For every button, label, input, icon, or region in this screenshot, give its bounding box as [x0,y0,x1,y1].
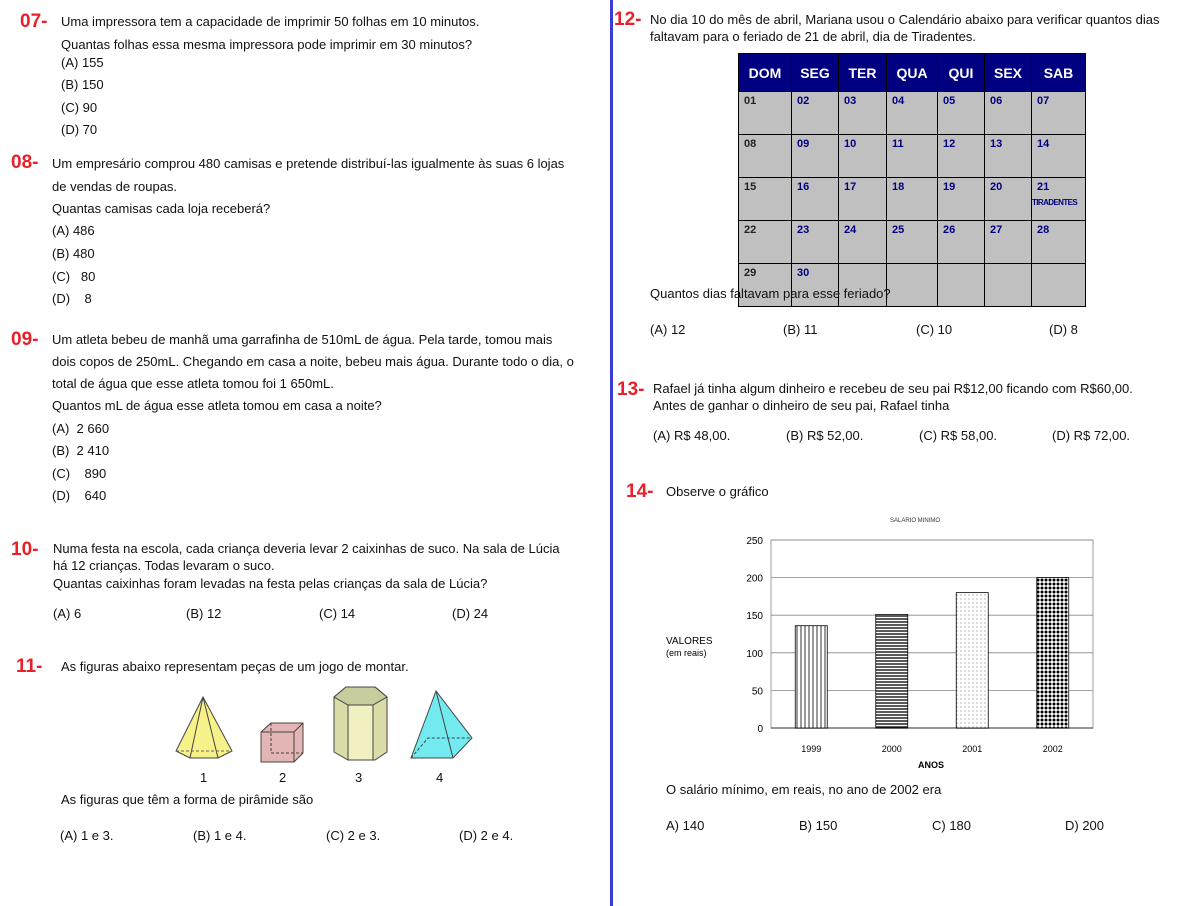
day-number: 30 [797,267,810,279]
day-number: 15 [744,181,757,193]
day-number: 18 [892,181,905,193]
calendar-week-row [739,92,1086,135]
question-text: Um atleta bebeu de manhã uma garrafinha de 510mL de água. Pela tarde, tomou mais [52,332,553,347]
option: (A) 155 [61,55,104,70]
day-number: 03 [844,95,857,107]
calendar-weekday-header: SEX [985,54,1032,92]
calendar-day-cell [985,92,1032,135]
question-text: Quantas caixinhas foram levadas na festa pelas crianças da sala de Lúcia? [53,576,488,591]
y-axis-label-units: (em reais) [666,648,707,658]
question-text: Antes de ganhar o dinheiro de seu pai, Rafael tinha [653,398,950,413]
day-number: 23 [797,224,810,236]
option: (B) 12 [186,606,222,621]
question-text: As figuras que têm a forma de pirâmide são [61,792,314,807]
calendar-day-cell [938,264,985,307]
day-number: 28 [1037,224,1050,236]
calendar-day-cell [739,221,792,264]
april-calendar [738,53,1086,307]
option: (A) 6 [53,606,82,621]
question-text: dois copos de 250mL. Chegando em casa a noite, bebeu mais água. Durante todo o dia, o [52,354,574,369]
calendar-weekday-header: TER [839,54,887,92]
calendar-day-cell [985,135,1032,178]
option: (C) 10 [916,322,953,337]
option: (A) 486 [52,223,95,238]
question-number: 13- [617,379,645,400]
calendar-day-cell [887,92,938,135]
figure-label: 1 [200,770,208,785]
calendar-day-cell [792,135,839,178]
figure-label: 3 [355,770,363,785]
day-number: 10 [844,138,857,150]
calendar-day-cell [1032,178,1086,221]
question-number: 10- [11,539,39,560]
option: (C) 80 [52,269,96,284]
x-tick-label: 2001 [962,744,983,754]
question-text: faltavam para o feriado de 21 de abril, dia de Tiradentes. [650,29,976,44]
x-axis-label: ANOS [917,760,945,770]
chart-title: SALARIO MINIMO [889,518,941,524]
option: A) 140 [666,818,705,833]
question-text: Quantas camisas cada loja receberá? [52,201,271,216]
calendar-week-row [739,135,1086,178]
option: (B) 11 [783,322,818,337]
question-text: Quantos mL de água esse atleta tomou em casa a noite? [52,398,382,413]
question-text: O salário mínimo, em reais, no ano de 2002 era [666,782,942,797]
calendar-day-cell [1032,264,1086,307]
figure-label: 4 [436,770,444,785]
figure-label: 2 [279,770,287,785]
cube-figure [261,723,303,762]
calendar-week-row [739,178,1086,221]
calendar-day-cell [938,92,985,135]
option: (A) 12 [650,322,686,337]
day-number: 08 [744,138,757,150]
hexagonal-pyramid-figure [176,697,232,758]
calendar-day-cell [839,178,887,221]
calendar-day-cell [985,178,1032,221]
calendar-day-cell [839,92,887,135]
calendar-weekday-header: DOM [739,54,792,92]
calendar-day-cell [1032,221,1086,264]
holiday-label: TIRADENTES [1032,198,1078,207]
y-tick-label: 200 [746,573,763,585]
option: (B) R$ 52,00. [786,428,864,443]
question-text: Um empresário comprou 480 camisas e pretende distribuí-las igualmente às suas 6 lojas [52,156,565,171]
calendar-day-cell [739,178,792,221]
calendar-day-cell [1032,92,1086,135]
calendar-day-cell [938,135,985,178]
day-number: 04 [892,95,905,107]
day-number: 13 [990,138,1003,150]
calendar-day-cell [1032,135,1086,178]
calendar-day-cell [839,135,887,178]
calendar-day-cell [792,178,839,221]
geometric-figures [160,680,490,770]
day-number: 01 [744,95,757,107]
day-number: 26 [943,224,956,236]
question-text: Uma impressora tem a capacidade de imprimir 50 folhas em 10 minutos. [61,14,480,29]
question-number: 11- [16,656,43,677]
option: B) 150 [799,818,838,833]
option: C) 180 [932,818,972,833]
question-number: 14- [626,481,654,502]
day-number: 12 [943,138,956,150]
salary-bar-chart [660,510,1100,780]
day-number: 20 [990,181,1003,193]
calendar-day-cell [938,178,985,221]
column-divider [610,0,613,906]
option: (D) 640 [52,488,107,503]
option: D) 200 [1065,818,1105,833]
question-number: 08- [11,152,39,173]
bar-2002 [1037,578,1069,728]
option: (D) R$ 72,00. [1052,428,1131,443]
question-text: Quantas folhas essa mesma impressora pode imprimir em 30 minutos? [61,37,473,52]
calendar-day-cell [887,135,938,178]
calendar-weekday-header: SEG [792,54,839,92]
option: (B) 480 [52,246,95,261]
question-number: 12- [614,9,642,30]
question-number: 09- [11,329,39,350]
bar-2001 [956,593,988,728]
calendar-day-cell [887,178,938,221]
calendar-day-cell [839,221,887,264]
calendar-day-cell [938,221,985,264]
option: (B) 1 e 4. [193,828,247,843]
calendar-day-cell [739,92,792,135]
option: (D) 2 e 4. [459,828,514,843]
day-number: 27 [990,224,1003,236]
calendar-weekday-header: SAB [1032,54,1086,92]
day-number: 19 [943,181,956,193]
day-number: 05 [943,95,956,107]
y-tick-label: 0 [757,724,763,735]
option: (C) 90 [61,100,98,115]
question-text: há 12 crianças. Todas levaram o suco. [53,558,275,573]
option: (A) 1 e 3. [60,828,114,843]
day-number: 02 [797,95,810,107]
option: (D) 70 [61,122,98,137]
question-text: de vendas de roupas. [52,179,178,194]
question-number: 07- [20,11,48,32]
y-tick-label: 250 [746,536,763,547]
question-text: Observe o gráfico [666,484,769,499]
question-text: Quantos dias faltavam para esse feriado? [650,286,891,301]
calendar-day-cell [985,264,1032,307]
bar-1999 [795,626,827,728]
option: (D) 8 [52,291,92,306]
calendar-header-row [739,54,1086,92]
calendar-week-row [739,221,1086,264]
question-text: As figuras abaixo representam peças de um jogo de montar. [61,659,409,674]
option: (C) 14 [319,606,356,621]
bar-2000 [876,614,908,728]
option: (A) R$ 48,00. [653,428,731,443]
calendar-weekday-header: QUA [887,54,938,92]
option: (A) 2 660 [52,421,110,436]
calendar-day-cell [985,221,1032,264]
day-number: 16 [797,181,810,193]
y-tick-label: 100 [746,648,763,660]
day-number: 06 [990,95,1003,107]
y-tick-label: 50 [751,686,763,698]
x-tick-label: 1999 [801,744,822,754]
option: (D) 24 [452,606,489,621]
calendar-day-cell [739,135,792,178]
option: (C) 2 e 3. [326,828,381,843]
day-number: 09 [797,138,810,150]
question-text: Rafael já tinha algum dinheiro e recebeu de seu pai R$12,00 ficando com R$60,00. [653,381,1133,396]
x-tick-label: 2002 [1042,744,1063,754]
calendar-day-cell [887,264,938,307]
calendar-day-cell [792,92,839,135]
question-text: No dia 10 do mês de abril, Mariana usou o Calendário abaixo para verificar quantos dias [650,12,1160,27]
calendar-day-cell [887,221,938,264]
y-axis-label: VALORES [666,636,713,647]
question-text: Numa festa na escola, cada criança deveria levar 2 caixinhas de suco. Na sala de Lúcia [53,541,560,556]
hexagonal-prism-figure [334,687,387,760]
day-number: 21 [1037,181,1050,193]
day-number: 17 [844,181,857,193]
option: (B) 150 [61,77,104,92]
day-number: 14 [1037,138,1050,150]
day-number: 11 [892,138,904,150]
day-number: 24 [844,224,857,236]
option: (B) 2 410 [52,443,110,458]
day-number: 29 [744,267,757,279]
calendar-day-cell [792,221,839,264]
day-number: 22 [744,224,757,236]
option: (D) 8 [1049,322,1078,337]
y-tick-label: 150 [746,611,763,623]
question-text: total de água que esse atleta tomou foi 1 650mL. [52,376,334,391]
option: (C) 890 [52,466,107,481]
calendar-weekday-header: QUI [938,54,985,92]
day-number: 07 [1037,95,1050,107]
option: (C) R$ 58,00. [919,428,998,443]
x-tick-label: 2000 [881,744,902,754]
day-number: 25 [892,224,905,236]
square-pyramid-figure [411,691,472,758]
